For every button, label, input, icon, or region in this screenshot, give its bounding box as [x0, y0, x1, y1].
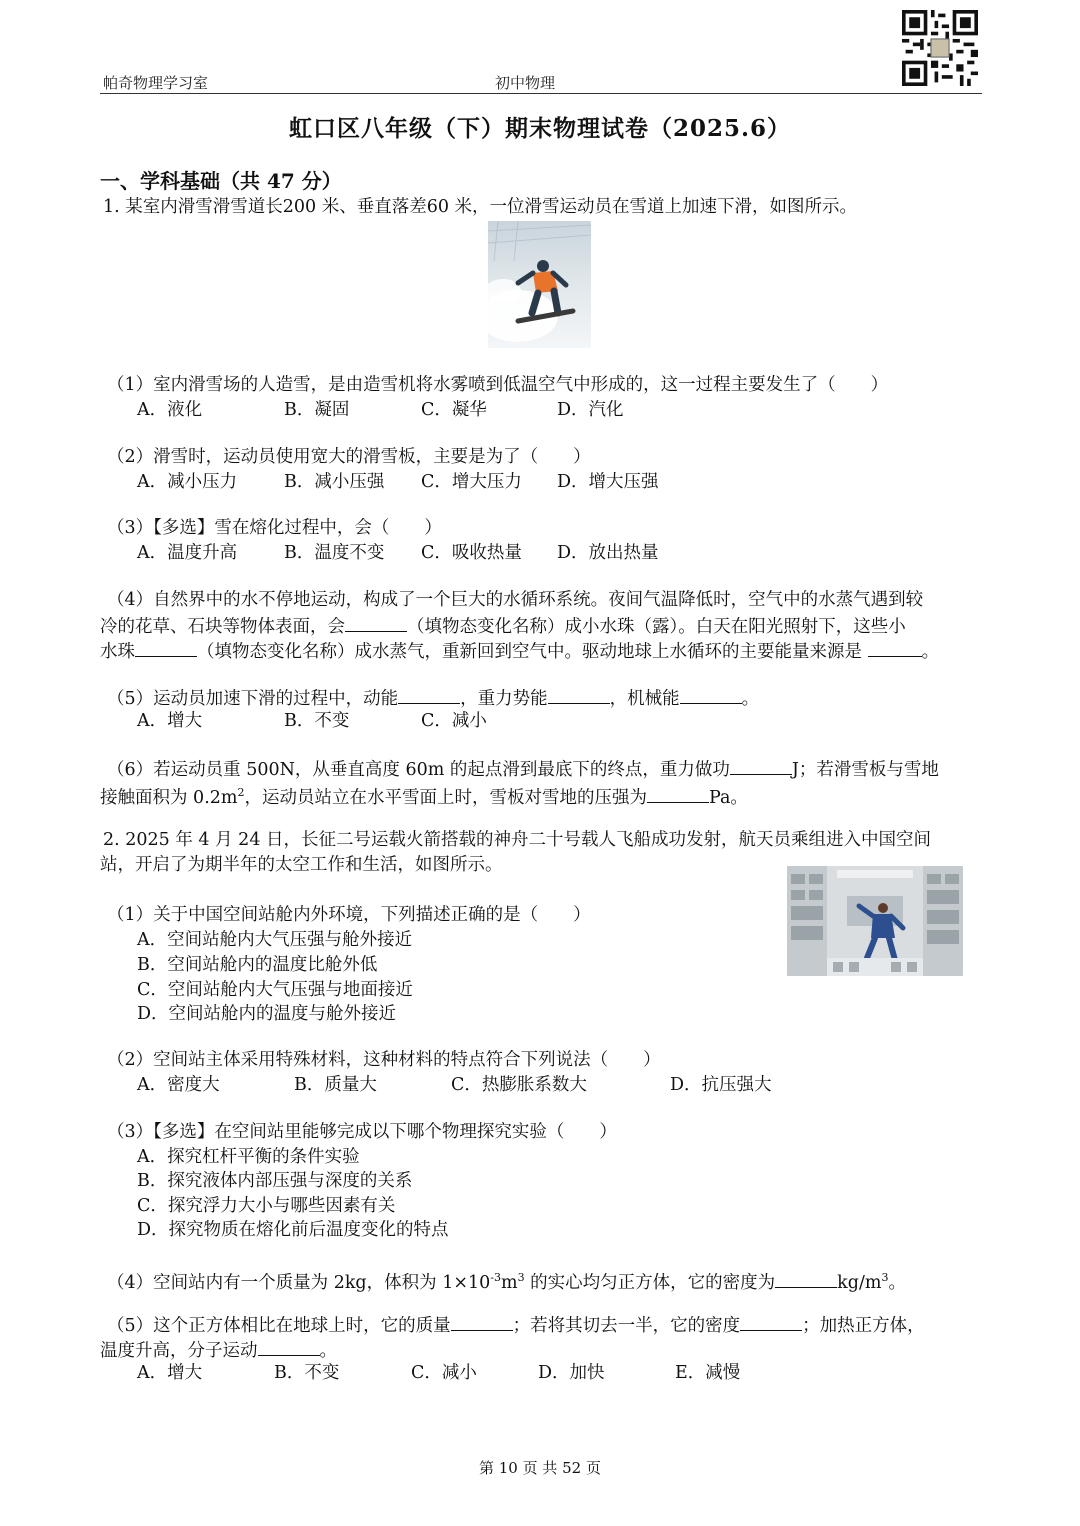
text: （5）这个正方体相比在地球上时，它的质量	[107, 1316, 451, 1336]
section-heading: 一、学科基础（共 47 分）	[100, 169, 342, 193]
q2-p1-option-c[interactable]: C．空间站舱内大气压强与地面接近	[137, 980, 413, 1000]
option-c[interactable]: C．热膨胀系数大	[451, 1075, 587, 1095]
option-c[interactable]: C．凝华	[421, 400, 487, 420]
q2-p1-option-b[interactable]: B．空间站舱内的温度比舱外低	[137, 955, 378, 975]
q2-p5-line2	[100, 1337, 337, 1363]
q1-p2-options	[137, 470, 659, 494]
text: 冷的花草、石块等物体表面，会	[100, 617, 345, 637]
option-b[interactable]: B．质量大	[294, 1075, 377, 1095]
text: ，重力势能	[460, 689, 548, 709]
option-d[interactable]: D．放出热量	[557, 543, 659, 563]
answer-blank[interactable]	[868, 638, 922, 657]
option-b[interactable]: B．不变	[274, 1363, 340, 1383]
option-c[interactable]: C．减小	[411, 1363, 477, 1383]
q2-p5-line1	[107, 1312, 925, 1338]
q1-p3-options	[137, 541, 659, 565]
answer-blank[interactable]	[730, 756, 792, 775]
page-number: 第 10 页 共 52 页	[478, 1459, 601, 1477]
q1-stem: 1. 某室内滑雪滑雪道长200 米、垂直落差60 米，一位滑雪运动员在雪道上加速下滑，如图所示。	[103, 197, 858, 217]
option-d[interactable]: D．抗压强大	[670, 1075, 772, 1095]
option-d[interactable]: D．加快	[538, 1363, 605, 1383]
text: 水珠	[100, 642, 135, 662]
option-a[interactable]: A．增大	[137, 711, 203, 731]
option-b[interactable]: B．温度不变	[284, 543, 385, 563]
option-a[interactable]: A．增大	[137, 1363, 203, 1383]
text: 温度升高，分子运动	[100, 1341, 258, 1361]
q2-p4-line	[107, 1266, 906, 1295]
text: （填物态变化名称）成小水珠（露）。白天在阳光照射下，这些小	[407, 617, 906, 637]
q1-p1-options	[137, 398, 624, 422]
q2-stem-line2: 站，开启了为期半年的太空工作和生活，如图所示。	[100, 855, 503, 875]
text: （6）若运动员重 500N，从垂直高度 60m 的起点滑到最底下的终点，重力做功	[107, 760, 730, 780]
q2-stem-line1: 2. 2025 年 4 月 24 日，长征二号运载火箭搭载的神舟二十号载人飞船成功发射，航天员乘组进入中国空间	[103, 830, 932, 850]
q2-p3-option-c[interactable]: C．探究浮力大小与哪些因素有关	[137, 1196, 396, 1216]
q1-p6-line2	[100, 781, 748, 810]
text: ，运动员站立在水平雪面上时，雪板对雪地的压强为	[244, 787, 647, 808]
q2-p5-options	[137, 1361, 740, 1385]
option-a[interactable]: A．温度升高	[137, 543, 238, 563]
snowboarder-photo	[488, 221, 591, 348]
option-c[interactable]: C．吸收热量	[421, 543, 522, 563]
text: （填物态变化名称）成水蒸气，重新回到空气中。驱动地球上水循环的主要能量来源是	[197, 642, 868, 662]
superscript: 2	[237, 786, 245, 799]
option-d[interactable]: D．汽化	[557, 400, 624, 420]
answer-blank[interactable]	[740, 1312, 802, 1331]
text: 接触面积为 0.2m	[100, 787, 238, 808]
option-b[interactable]: B．凝固	[284, 400, 350, 420]
option-b[interactable]: B．减小压强	[284, 472, 385, 492]
q2-p3-option-d[interactable]: D．探究物质在熔化前后温度变化的特点	[137, 1220, 449, 1240]
text: 。	[319, 1341, 337, 1361]
q2-p3-option-a[interactable]: A．探究杠杆平衡的条件实验	[137, 1147, 360, 1167]
text: 的实心均匀正方体，它的密度为	[524, 1272, 776, 1293]
q1-p5-options	[137, 709, 487, 733]
option-c[interactable]: C．增大压力	[421, 472, 522, 492]
superscript: 3	[517, 1271, 525, 1284]
option-b[interactable]: B．不变	[284, 711, 350, 731]
text: 。	[741, 689, 760, 709]
q2-p2-options	[137, 1073, 772, 1097]
text: ；若将其切去一半，它的密度	[512, 1316, 741, 1336]
option-c[interactable]: C．减小	[421, 711, 487, 731]
q1-p4-line1: （4）自然界中的水不停地运动，构成了一个巨大的水循环系统。夜间气温降低时，空气中的水蒸气遇到较	[107, 590, 924, 610]
q1-p4-line3	[100, 638, 939, 664]
answer-blank[interactable]	[258, 1337, 320, 1356]
q1-p2-text: （2）滑雪时，运动员使用宽大的滑雪板，主要是为了（ ）	[107, 447, 591, 467]
text: 。	[888, 1272, 906, 1293]
answer-blank[interactable]	[680, 685, 742, 704]
answer-blank[interactable]	[398, 685, 460, 704]
superscript: -3	[490, 1271, 501, 1284]
text: （5）运动员加速下滑的过程中，动能	[107, 689, 399, 709]
q2-p2-text: （2）空间站主体采用特殊材料，这种材料的特点符合下列说法（ ）	[107, 1050, 661, 1070]
space-station-photo	[787, 866, 963, 976]
option-a[interactable]: A．密度大	[137, 1075, 220, 1095]
option-a[interactable]: A．减小压力	[137, 472, 238, 492]
q2-p1-text: （1）关于中国空间站舱内外环境，下列描述正确的是（ ）	[107, 905, 591, 925]
q1-p5-line1	[107, 685, 759, 711]
q2-p3-option-b[interactable]: B．探究液体内部压强与深度的关系	[137, 1171, 413, 1191]
page-title: 虹口区八年级（下）期末物理试卷（2025.6）	[288, 115, 792, 142]
q2-p1-option-d[interactable]: D．空间站舱内的温度与舱外接近	[137, 1004, 397, 1024]
q1-p3-text: （3）【多选】雪在熔化过程中，会（ ）	[107, 518, 442, 538]
text: （4）空间站内有一个质量为 2kg，体积为 1×10	[107, 1272, 491, 1293]
answer-blank[interactable]	[548, 685, 610, 704]
option-d[interactable]: D．增大压强	[557, 472, 659, 492]
superscript: 3	[881, 1271, 889, 1284]
answer-blank[interactable]	[775, 1269, 837, 1288]
option-a[interactable]: A．液化	[137, 400, 203, 420]
answer-blank[interactable]	[135, 638, 197, 657]
option-e[interactable]: E．减慢	[675, 1363, 741, 1383]
answer-blank[interactable]	[451, 1312, 513, 1331]
q1-p6-line1	[107, 756, 939, 782]
header-center: 初中物理	[495, 74, 556, 92]
answer-blank[interactable]	[647, 784, 709, 803]
q2-p3-text: （3）【多选】在空间站里能够完成以下哪个物理探究实验（ ）	[107, 1122, 617, 1142]
text: Pa。	[709, 787, 748, 808]
text: J；若滑雪板与雪地	[791, 760, 939, 780]
text: m	[500, 1272, 518, 1293]
q1-p1-text: （1）室内滑雪场的人造雪，是由造雪机将水雾喷到低温空气中形成的，这一过程主要发生了（ ）	[107, 375, 889, 395]
text: ，机械能	[609, 689, 680, 709]
header-left: 帕奇物理学习室	[103, 74, 209, 92]
text: 。	[921, 642, 940, 662]
text: ；加热正方体，	[802, 1316, 925, 1336]
q1-p4-line2	[100, 613, 906, 639]
answer-blank[interactable]	[345, 613, 407, 632]
qr-code-icon	[902, 10, 978, 86]
q2-p1-option-a[interactable]: A．空间站舱内大气压强与舱外接近	[137, 930, 413, 950]
header-rule	[100, 93, 982, 94]
text: kg/m	[837, 1272, 882, 1293]
